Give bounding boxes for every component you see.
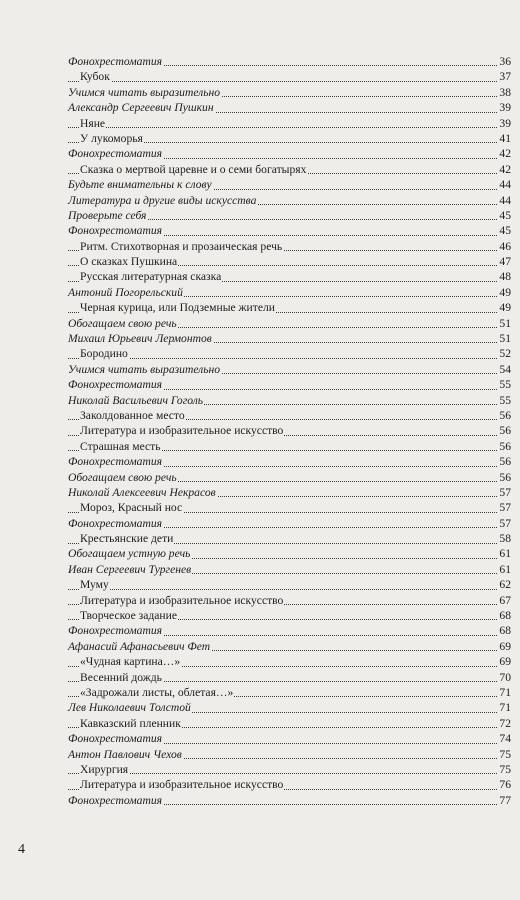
toc-entry-title: Мороз, Красный нос <box>80 501 183 515</box>
toc-entry-page: 48 <box>499 270 511 284</box>
toc-entry-title: Фонохрестоматия <box>68 732 163 746</box>
toc-entry <box>68 562 511 577</box>
toc-entry-title: Фонохрестоматия <box>68 224 163 238</box>
toc-entry-page: 72 <box>499 716 511 730</box>
toc-entry-page: 71 <box>499 686 511 699</box>
toc-entry-page: 54 <box>499 362 511 376</box>
toc-entry-page: 62 <box>499 578 511 592</box>
toc-entry-title: Афанасий Афанасьевич Фет <box>68 639 211 653</box>
toc-entry-title: Александр Сергеевич Пушкин <box>68 101 214 115</box>
toc-entry-page: 75 <box>499 747 511 761</box>
toc-entry-page: 68 <box>499 609 511 623</box>
toc-entry-title: Фонохрестоматия <box>68 516 163 530</box>
toc-entry-title: Николай Васильевич Гоголь <box>68 393 204 407</box>
toc-entry-page: 57 <box>499 501 511 515</box>
toc-entry <box>68 731 511 746</box>
toc-entry <box>68 100 511 115</box>
toc-entry-page: 57 <box>499 485 511 499</box>
toc-entry-page: 42 <box>499 147 511 161</box>
toc-entry-title: Учимся читать выразительно <box>68 85 221 99</box>
toc-entry-title: Фонохрестоматия <box>68 147 163 161</box>
toc-entry-title: Лев Николаевич Толстой <box>68 701 191 715</box>
toc-entry-title: Фонохрестоматия <box>68 378 163 392</box>
toc-entry <box>68 316 511 331</box>
toc-entry-page: 51 <box>499 316 511 330</box>
toc-entry <box>68 547 511 562</box>
toc-entry <box>68 516 511 531</box>
toc-entry <box>68 393 511 408</box>
toc-entry-page: 38 <box>499 85 511 99</box>
toc-entry-page: 45 <box>499 208 511 222</box>
toc-entry-page: 39 <box>499 101 511 115</box>
toc-entry <box>68 131 511 146</box>
toc-entry <box>68 531 511 546</box>
toc-entry <box>68 285 511 300</box>
dot-leader <box>68 358 511 359</box>
toc-entry-title: Заколдованное место <box>80 408 185 422</box>
toc-entry-page: 55 <box>499 378 511 392</box>
toc-entry <box>68 500 511 515</box>
toc-entry-page: 58 <box>499 532 511 546</box>
toc-entry-title: Бородино <box>80 347 128 361</box>
toc-entry-title: Кубок <box>80 70 110 84</box>
toc-entry-page: 71 <box>499 701 511 715</box>
toc-entry-page: 77 <box>499 793 511 807</box>
toc-entry <box>68 54 511 69</box>
toc-entry <box>68 239 511 254</box>
toc-entry-title: Литература и другие виды искусства <box>68 193 257 207</box>
toc-entry-page: 69 <box>499 639 511 653</box>
toc-entry <box>68 85 511 100</box>
toc-entry <box>68 146 511 161</box>
toc-entry-title: Крестьянские дети <box>80 532 174 546</box>
toc-entry-page: 57 <box>499 516 511 530</box>
toc-entry-page: 37 <box>499 70 511 84</box>
dot-leader <box>68 589 511 590</box>
toc-entry <box>68 223 511 238</box>
toc-entry-page: 74 <box>499 732 511 746</box>
toc-entry-title: Литература и изобразительное искусство <box>80 593 284 607</box>
toc-entry-page: 47 <box>499 255 511 269</box>
toc-entry <box>68 685 511 700</box>
toc-entry <box>68 177 511 192</box>
toc-entry-page: 49 <box>499 301 511 315</box>
toc-entry <box>68 623 511 638</box>
toc-entry-title: Весенний дождь <box>80 670 162 684</box>
toc-entry-page: 55 <box>499 393 511 407</box>
dot-leader <box>68 773 511 774</box>
toc-entry-page: 39 <box>499 116 511 130</box>
toc-entry <box>68 377 511 392</box>
toc-entry <box>68 654 511 669</box>
toc-entry-title: Русская литературная сказка <box>80 270 222 284</box>
toc-entry-page: 61 <box>499 547 511 561</box>
toc-entry-page: 75 <box>499 762 511 776</box>
toc-entry-title: Муму <box>80 578 109 592</box>
toc-entry <box>68 423 511 438</box>
toc-entry-title: Литература и изобразительное искусство <box>80 778 284 792</box>
dot-leader <box>68 127 511 128</box>
page-number: 4 <box>18 842 25 857</box>
toc-entry <box>68 254 511 269</box>
toc-entry <box>68 716 511 731</box>
toc-entry-title: Творческое задание <box>80 609 177 623</box>
toc-entry-page: 56 <box>499 470 511 484</box>
toc-entry <box>68 470 511 485</box>
toc-entry-title: Учимся читать выразительно <box>68 362 221 376</box>
toc-entry-title: Литература и изобразительное искусство <box>80 424 284 438</box>
toc-entry-page: 76 <box>499 778 511 792</box>
toc-entry <box>68 577 511 592</box>
toc-entry <box>68 454 511 469</box>
toc-entry-page: 56 <box>499 408 511 422</box>
toc-entry <box>68 700 511 715</box>
toc-entry-page: 52 <box>499 347 511 361</box>
toc-entry-page: 42 <box>499 162 511 176</box>
toc-entry-title: Фонохрестоматия <box>68 793 163 807</box>
toc-entry <box>68 670 511 685</box>
toc-entry-title: Николай Алексеевич Некрасов <box>68 485 216 499</box>
toc-entry <box>68 300 511 315</box>
toc-entry-title: «Чудная картина…» <box>80 655 181 669</box>
toc-entry-page: 41 <box>499 131 511 145</box>
toc-entry-page: 68 <box>499 624 511 638</box>
toc-entry <box>68 777 511 792</box>
toc-entry-title: Фонохрестоматия <box>68 624 163 638</box>
toc-entry-page: 46 <box>499 239 511 253</box>
toc-entry <box>68 408 511 423</box>
toc-entry-page: 61 <box>499 562 511 576</box>
toc-entry-title: Кавказский пленник <box>80 716 181 730</box>
toc-entry-page: 44 <box>499 193 511 207</box>
toc-entry <box>68 439 511 454</box>
toc-entry-page: 49 <box>499 285 511 299</box>
toc-entry <box>68 762 511 777</box>
toc-entry-title: У лукоморья <box>80 131 143 145</box>
toc-entry <box>68 793 511 808</box>
toc-entry-title: Обогащаем устную речь <box>68 547 191 561</box>
toc-entry <box>68 69 511 84</box>
toc-entry-title: О сказках Пушкина <box>80 255 178 269</box>
toc-entry-page: 69 <box>499 655 511 669</box>
toc-entry <box>68 193 511 208</box>
toc-entry-page: 70 <box>499 670 511 684</box>
toc-entry-page: 36 <box>499 54 511 68</box>
toc-entry-page: 56 <box>499 439 511 453</box>
toc-entry-title: Черная курица, или Подземные жители <box>80 301 275 315</box>
toc-entry <box>68 639 511 654</box>
toc-entry <box>68 162 511 177</box>
dot-leader <box>68 81 511 82</box>
toc-entry <box>68 269 511 284</box>
toc-entry-page: 45 <box>499 224 511 238</box>
toc-entry-page: 67 <box>499 593 511 607</box>
table-of-contents <box>68 54 511 808</box>
toc-entry <box>68 747 511 762</box>
toc-entry-title: Обогащаем свою речь <box>68 316 177 330</box>
toc-entry <box>68 208 511 223</box>
toc-entry-title: Иван Сергеевич Тургенев <box>68 562 192 576</box>
toc-entry-page: 44 <box>499 178 511 192</box>
toc-entry <box>68 593 511 608</box>
toc-entry <box>68 346 511 361</box>
toc-entry-title: Антоний Погорельский <box>68 285 183 299</box>
toc-entry-title: Страшная месть <box>80 439 161 453</box>
toc-entry <box>68 116 511 131</box>
toc-entry <box>68 485 511 500</box>
toc-entry-title: Фонохрестоматия <box>68 455 163 469</box>
toc-entry <box>68 331 511 346</box>
toc-entry-title: Хирургия <box>80 762 129 776</box>
toc-entry-title: Антон Павлович Чехов <box>68 747 182 761</box>
toc-entry <box>68 362 511 377</box>
toc-entry-title: Будьте внимательны к слову <box>68 178 212 192</box>
toc-entry <box>68 608 511 623</box>
toc-entry-title: Няне <box>80 116 106 130</box>
toc-entry-title: Сказка о мертвой царевне и о семи богатырях <box>80 162 307 176</box>
toc-entry-title: Фонохрестоматия <box>68 54 163 68</box>
toc-entry-title: Обогащаем свою речь <box>68 470 177 484</box>
toc-entry-title: Проверьте себя <box>68 208 147 222</box>
toc-entry-title: Ритм. Стихотворная и прозаическая речь <box>80 239 283 253</box>
toc-entry-title: «Задрожали листы, облетая…» <box>80 686 234 699</box>
toc-entry-page: 51 <box>499 332 511 346</box>
toc-entry-page: 56 <box>499 455 511 469</box>
toc-entry-title: Михаил Юрьевич Лермонтов <box>68 332 212 346</box>
toc-entry-page: 56 <box>499 424 511 438</box>
